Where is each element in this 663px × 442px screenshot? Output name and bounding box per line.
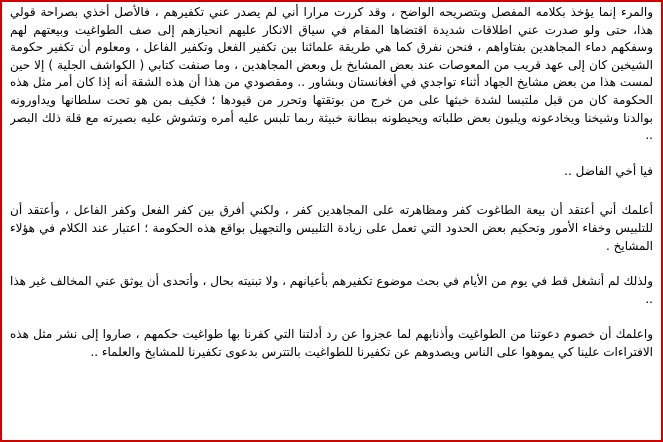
paragraph-greeting: فيا أخي الفاضل .. (564, 163, 653, 178)
paragraph-5: واعلمك أن خصوم دعوتنا من الطواغيت وأذنابهم لما عجزوا عن رد أدلتنا التي كفرنا بها طواغيت حكمهم ، صاروا إلى نشر مثل هذه الافتراءات علينا كي يموهوا على الناس ويصدوهم عن تكفيرنا للطواغيت بالتترس بدعوى تكفيرنا للمشايخ والعلماء .. (10, 327, 653, 359)
article-body (10, 4, 653, 438)
paragraph-1: والمرء إنما يؤخذ بكلامه المفصل وبتصريحه الواضح ، وقد كررت مرارا أني لم يصدر عني تكفيرهم ، فالأصل أخذي بصراحة قولي هذا، حتى ولو صدرت عني اطلاقات شديدة اقتضاها المقام في سياق الانكار عليهم انحيازهم إلى صف الطواغيت وبيعتهم لهم وسفكهم دماء المجاهدين بفتاواهم ، فنحن نفرق كما هي طريقة علمائنا بين تكفير الفعل وتكفير الفاعل ، ومعلوم أن تكفير حكومة الشيخين كان إلى عهد قريب من المعوصات عند بعض المشايخ بل وبعض المجاهدين ، وما صنفت كتابي ( الكواشف الجلية ) إلا حين لمست هذا من بعض مشايخ الجهاد أثناء تواجدي في أفغانستان وبشاور .. ومقصودي من هذا أن هذه الشقة أنه إذا كان أمر مثل هذه الحكومة كان من قبل ملتبسا لشدة خبثها على من خرج من بوتقتها وتحرر من قيودها ؛ فكيف بمن هو تحت سلطانها ويداورونه بوالدنا وشيخنا ويخادعونه ويلبون بعض طلباته ويحيطونه ببطانة خبيثة ربما تلبس عليه أمره وتشوش عليه بصيرته مع قلة ذلك البصر .. (10, 5, 653, 143)
paragraph-3: أعلمك أني أعتقد أن بيعة الطاغوت كفر ومظاهرته على المجاهدين كفر ، ولكني أفرق بين كفر الفعل وكفر الفاعل ، وأعتقد أن للتلبيس وخفاء الأمور وتحكيم بعض الحدود التي تعمل على زيادة التلبيس والتجهيل بواقع هذه الحكومة ؛ اعتبار عند الكلام في هؤلاء المشايخ . (10, 203, 653, 253)
paragraph-4: ولذلك لم أنشغل قط في يوم من الأيام في بحث موضوع تكفيرهم بأعيانهم ، ولا تبنيته بحال ، وأتحدى أن يوثق عني المخالف غير هذا .. (10, 274, 653, 306)
